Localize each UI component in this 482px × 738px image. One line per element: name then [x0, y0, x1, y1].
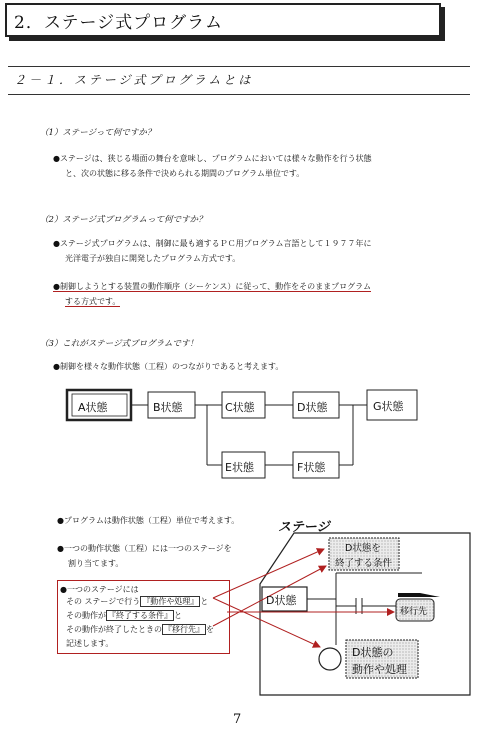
page-number: 7	[233, 712, 242, 727]
bottom-paragraph-2-line-1: ●一つの動作状態（工程）には一つのステージを	[57, 544, 232, 553]
state-b-label: B状態	[153, 401, 183, 414]
question-1-line-1: ●ステージは、狭じる場面の舞台を意味し、プログラムにおいては様々な動作を行う状態	[53, 154, 372, 163]
stage-definition-line-1: ●一つのステージには	[60, 585, 139, 594]
question-1-line-2: と、次の状態に移る条件で決められる期間のプログラム単位です。	[65, 169, 305, 178]
stage-definition-line-3-text: その動作が	[66, 611, 106, 620]
end-condition-line-2: 終了する条件	[335, 558, 393, 569]
stage-title: ステージ	[278, 520, 330, 535]
state-c-label: C状態	[225, 401, 255, 414]
question-3-heading: （3）これがステージ式プログラムです！	[40, 339, 198, 349]
question-2-line-3: ●制御しようとする装置の動作順序（シーケンス）に従って、動作をそのままプログラム	[53, 282, 372, 291]
state-d-label: D状態	[297, 401, 328, 414]
question-2-heading: （2）ステージ式プログラムって何ですか？	[40, 215, 207, 225]
question-1-heading: （1）ステージって何ですか？	[40, 128, 156, 138]
action-label-line-1: D状態の	[352, 646, 394, 659]
condition-keyword: 『終了する条件』	[108, 611, 172, 620]
destination-keyword: 『移行先』	[164, 625, 204, 634]
question-2-line-1: ●ステージ式プログラムは、制御に最も適するＰＣ用プログラム言語として１９７７年に	[53, 239, 372, 248]
stage-definition-line-2-text: その ステージで行う	[66, 597, 141, 606]
state-f-label: F状態	[297, 461, 326, 474]
end-condition-line-1: D状態を	[345, 543, 381, 554]
state-e-label: E状態	[225, 461, 254, 474]
question-2-line-4: する方式です。	[65, 297, 121, 306]
question-2-line-2: 光洋電子が独自に開発したプログラム方式です。	[65, 254, 241, 263]
bottom-paragraph-1: ●プログラムは動作状態（工程）単位で考えます。	[57, 516, 240, 525]
action-label-line-2: 動作や処理	[352, 663, 407, 676]
question-3-line-1: ●制御を様々な動作状態（工程）のつながりであると考えます。	[53, 362, 284, 371]
stage-d-state-label: D状態	[266, 594, 297, 607]
action-keyword: 『動作や処理』	[142, 597, 199, 606]
stage-definition-line-4-suffix: を	[206, 625, 214, 634]
state-a-label: A状態	[78, 401, 108, 414]
chapter-title: 2．ステージ式プログラム	[14, 13, 223, 33]
stage-definition-line-5: 記述します。	[66, 639, 114, 648]
stage-definition-line-4-text: その動作が終了したときの	[66, 625, 162, 634]
stage-definition-line-3-suffix: と	[174, 611, 182, 620]
bottom-paragraph-2-line-2: 割り当てます。	[68, 559, 124, 568]
state-g-label: G状態	[373, 400, 404, 413]
destination-label: 移行先	[400, 607, 428, 617]
stage-definition-line-2-suffix: と	[200, 597, 209, 606]
section-title: ２－１．ステージ式プログラムとは	[14, 73, 254, 87]
